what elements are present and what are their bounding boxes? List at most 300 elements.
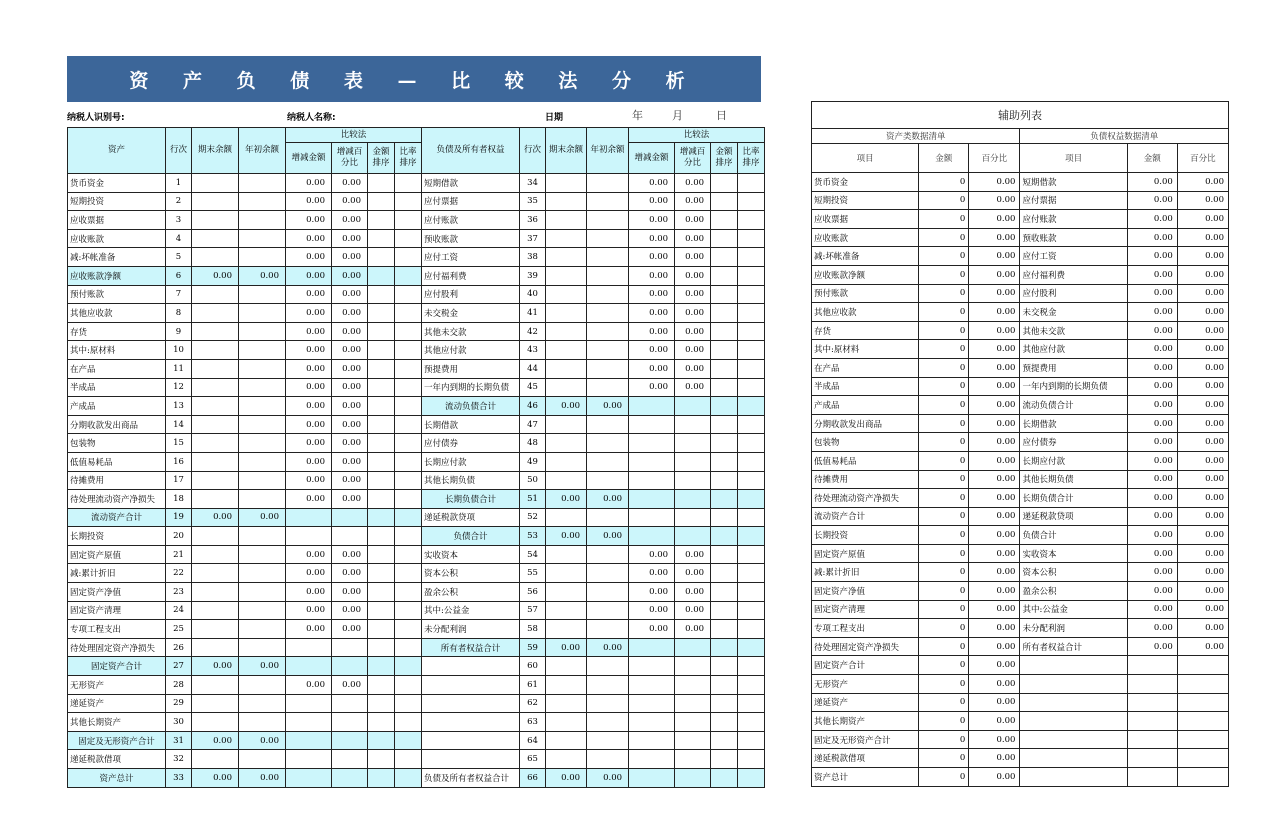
liability-name-cell: 其他长期负债 [422, 471, 520, 490]
asset-amount-rank-cell [368, 452, 395, 471]
aux-liab-pct-cell: 0.00 [1177, 507, 1228, 526]
liability-change-amount-cell [629, 527, 675, 546]
liability-amount-rank-cell [711, 750, 738, 769]
asset-begin-balance-cell [239, 341, 286, 360]
liability-amount-rank-cell [711, 397, 738, 416]
aux-asset-pct-cell: 0.00 [969, 730, 1020, 749]
aux-asset-pct-cell: 0.00 [969, 489, 1020, 508]
liability-ratio-rank-cell [738, 508, 765, 527]
aux-asset-pct-cell: 0.00 [969, 358, 1020, 377]
liability-ratio-rank-cell [738, 694, 765, 713]
aux-liab-item-cell [1020, 712, 1127, 731]
liability-change-amount-cell: 0.00 [629, 174, 675, 193]
asset-amount-rank-cell [368, 508, 395, 527]
aux-liab-pct-cell: 0.00 [1177, 526, 1228, 545]
liability-change-amount-cell [629, 490, 675, 509]
aux-liab-pct-cell: 0.00 [1177, 265, 1228, 284]
liability-change-pct-cell: 0.00 [675, 285, 711, 304]
aux-liab-pct-cell: 0.00 [1177, 247, 1228, 266]
asset-name-cell: 流动资产合计 [68, 508, 166, 527]
table-row [68, 564, 765, 583]
aux-liab-pct-cell [1177, 675, 1228, 694]
liability-ratio-rank-cell [738, 620, 765, 639]
liability-amount-rank-cell [711, 266, 738, 285]
liability-row-no-cell: 34 [520, 174, 546, 193]
asset-row-no-cell: 19 [166, 508, 192, 527]
liability-begin-balance-cell: 0.00 [587, 490, 629, 509]
liability-amount-rank-cell [711, 508, 738, 527]
liability-begin-balance-cell [587, 434, 629, 453]
header-begin-balance-2: 年初余额 [587, 128, 629, 174]
aux-table-row [812, 526, 1229, 545]
aux-liab-pct-cell: 0.00 [1177, 173, 1228, 192]
aux-liab-pct-cell: 0.00 [1177, 600, 1228, 619]
asset-name-cell: 固定资产原值 [68, 545, 166, 564]
liability-change-amount-cell: 0.00 [629, 620, 675, 639]
aux-liab-item-cell: 实收资本 [1020, 544, 1127, 563]
liability-row-no-cell: 39 [520, 266, 546, 285]
header-end-balance: 期末余额 [192, 128, 239, 174]
table-row [68, 397, 765, 416]
liability-ratio-rank-cell [738, 601, 765, 620]
liability-begin-balance-cell [587, 694, 629, 713]
aux-asset-pct-cell: 0.00 [969, 749, 1020, 768]
asset-change-pct-cell: 0.00 [332, 341, 368, 360]
asset-amount-rank-cell [368, 229, 395, 248]
aux-liab-amount-cell: 0.00 [1127, 619, 1177, 638]
table-row [68, 248, 765, 267]
asset-change-pct-cell: 0.00 [332, 192, 368, 211]
aux-liab-pct-cell: 0.00 [1177, 284, 1228, 303]
aux-liab-pct-cell: 0.00 [1177, 563, 1228, 582]
asset-amount-rank-cell [368, 304, 395, 323]
liability-row-no-cell: 61 [520, 676, 546, 695]
aux-asset-item-cell: 固定资产合计 [812, 656, 919, 675]
liability-begin-balance-cell [587, 676, 629, 695]
asset-end-balance-cell [192, 452, 239, 471]
asset-change-amount-cell [286, 750, 332, 769]
asset-name-cell: 资产总计 [68, 769, 166, 788]
aux-table-row [812, 637, 1229, 656]
asset-change-pct-cell [332, 694, 368, 713]
liability-amount-rank-cell [711, 769, 738, 788]
aux-asset-amount-cell: 0 [919, 396, 969, 415]
aux-asset-amount-cell: 0 [919, 693, 969, 712]
aux-table-row [812, 768, 1229, 787]
liability-end-balance-cell [546, 341, 587, 360]
aux-col-pct-2: 百分比 [1177, 144, 1228, 173]
asset-change-amount-cell [286, 713, 332, 732]
aux-asset-item-cell: 低值易耗品 [812, 451, 919, 470]
liability-row-no-cell: 62 [520, 694, 546, 713]
aux-asset-item-cell: 流动资产合计 [812, 507, 919, 526]
asset-name-cell: 待处理流动资产净损失 [68, 490, 166, 509]
aux-asset-amount-cell: 0 [919, 619, 969, 638]
liability-change-pct-cell [675, 638, 711, 657]
asset-change-pct-cell [332, 527, 368, 546]
aux-asset-item-cell: 减:累计折旧 [812, 563, 919, 582]
liability-ratio-rank-cell [738, 322, 765, 341]
aux-asset-item-cell: 固定资产清理 [812, 600, 919, 619]
asset-end-balance-cell [192, 583, 239, 602]
liability-begin-balance-cell [587, 304, 629, 323]
asset-row-no-cell: 4 [166, 229, 192, 248]
asset-begin-balance-cell: 0.00 [239, 508, 286, 527]
liability-row-no-cell: 49 [520, 452, 546, 471]
asset-amount-rank-cell [368, 490, 395, 509]
liability-ratio-rank-cell [738, 527, 765, 546]
aux-asset-amount-cell: 0 [919, 303, 969, 322]
liability-ratio-rank-cell [738, 583, 765, 602]
auxiliary-table [811, 101, 1229, 787]
liability-begin-balance-cell: 0.00 [587, 397, 629, 416]
liability-amount-rank-cell [711, 415, 738, 434]
table-row [68, 192, 765, 211]
table-row [68, 322, 765, 341]
asset-row-no-cell: 23 [166, 583, 192, 602]
liability-name-cell: 其他未交款 [422, 322, 520, 341]
liability-change-amount-cell [629, 638, 675, 657]
aux-liab-pct-cell: 0.00 [1177, 470, 1228, 489]
balance-sheet-table [67, 127, 765, 788]
aux-asset-item-cell: 其他应收款 [812, 303, 919, 322]
liability-end-balance-cell [546, 211, 587, 230]
aux-asset-amount-cell: 0 [919, 228, 969, 247]
aux-col-pct: 百分比 [969, 144, 1020, 173]
aux-liab-pct-cell: 0.00 [1177, 544, 1228, 563]
aux-asset-item-cell: 在产品 [812, 358, 919, 377]
aux-liab-amount-cell: 0.00 [1127, 210, 1177, 229]
liability-amount-rank-cell [711, 601, 738, 620]
asset-end-balance-cell [192, 229, 239, 248]
liability-ratio-rank-cell [738, 769, 765, 788]
asset-name-cell: 无形资产 [68, 676, 166, 695]
liability-name-cell: 未分配利润 [422, 620, 520, 639]
asset-change-amount-cell [286, 638, 332, 657]
asset-end-balance-cell [192, 211, 239, 230]
liability-ratio-rank-cell [738, 211, 765, 230]
table-row [68, 638, 765, 657]
table-row [68, 601, 765, 620]
liability-name-cell: 递延税款贷项 [422, 508, 520, 527]
aux-liab-item-cell [1020, 749, 1127, 768]
table-row [68, 583, 765, 602]
asset-amount-rank-cell [368, 750, 395, 769]
liability-ratio-rank-cell [738, 415, 765, 434]
asset-change-pct-cell [332, 750, 368, 769]
asset-ratio-rank-cell [395, 192, 422, 211]
asset-end-balance-cell [192, 564, 239, 583]
aux-liab-item-cell: 盈余公积 [1020, 582, 1127, 601]
liability-begin-balance-cell: 0.00 [587, 638, 629, 657]
liability-change-amount-cell [629, 769, 675, 788]
liability-end-balance-cell [546, 583, 587, 602]
asset-row-no-cell: 9 [166, 322, 192, 341]
liability-name-cell [422, 731, 520, 750]
table-row [68, 211, 765, 230]
liability-ratio-rank-cell [738, 731, 765, 750]
asset-name-cell: 分期收款发出商品 [68, 415, 166, 434]
liability-change-pct-cell [675, 508, 711, 527]
asset-change-pct-cell: 0.00 [332, 601, 368, 620]
asset-name-cell: 应收账款净额 [68, 266, 166, 285]
asset-change-pct-cell [332, 731, 368, 750]
liability-name-cell: 所有者权益合计 [422, 638, 520, 657]
liability-change-pct-cell [675, 750, 711, 769]
liability-name-cell: 负债及所有者权益合计 [422, 769, 520, 788]
year-label: 年 [632, 109, 643, 122]
liability-row-no-cell: 64 [520, 731, 546, 750]
header-begin-balance: 年初余额 [239, 128, 286, 174]
liability-row-no-cell: 57 [520, 601, 546, 620]
asset-change-pct-cell: 0.00 [332, 359, 368, 378]
asset-change-pct-cell: 0.00 [332, 211, 368, 230]
liability-row-no-cell: 52 [520, 508, 546, 527]
asset-change-pct-cell: 0.00 [332, 452, 368, 471]
asset-amount-rank-cell [368, 676, 395, 695]
asset-change-pct-cell: 0.00 [332, 620, 368, 639]
liability-ratio-rank-cell [738, 248, 765, 267]
asset-change-amount-cell: 0.00 [286, 676, 332, 695]
liability-change-pct-cell: 0.00 [675, 229, 711, 248]
liability-amount-rank-cell [711, 620, 738, 639]
asset-name-cell: 其他长期资产 [68, 713, 166, 732]
liability-begin-balance-cell [587, 192, 629, 211]
liability-amount-rank-cell [711, 285, 738, 304]
asset-amount-rank-cell [368, 769, 395, 788]
liability-change-amount-cell: 0.00 [629, 229, 675, 248]
asset-change-pct-cell: 0.00 [332, 174, 368, 193]
table-row [68, 527, 765, 546]
table-row [68, 657, 765, 676]
asset-row-no-cell: 10 [166, 341, 192, 360]
asset-row-no-cell: 13 [166, 397, 192, 416]
aux-table-row [812, 303, 1229, 322]
asset-row-no-cell: 25 [166, 620, 192, 639]
asset-change-amount-cell: 0.00 [286, 620, 332, 639]
liability-end-balance-cell [546, 452, 587, 471]
aux-liab-amount-cell: 0.00 [1127, 247, 1177, 266]
asset-amount-rank-cell [368, 397, 395, 416]
table-row [68, 731, 765, 750]
liability-name-cell: 盈余公积 [422, 583, 520, 602]
aux-asset-item-cell: 长期投资 [812, 526, 919, 545]
header-ratio-rank: 比率排序 [395, 143, 422, 174]
aux-asset-item-cell: 固定及无形资产合计 [812, 730, 919, 749]
liability-row-no-cell: 37 [520, 229, 546, 248]
aux-table-row [812, 693, 1229, 712]
liability-amount-rank-cell [711, 322, 738, 341]
aux-liab-amount-cell [1127, 656, 1177, 675]
table-row [68, 415, 765, 434]
aux-liab-pct-cell: 0.00 [1177, 414, 1228, 433]
asset-ratio-rank-cell [395, 527, 422, 546]
asset-change-amount-cell: 0.00 [286, 248, 332, 267]
liability-ratio-rank-cell [738, 229, 765, 248]
asset-end-balance-cell [192, 341, 239, 360]
liability-name-cell: 预收账款 [422, 229, 520, 248]
liability-change-amount-cell [629, 676, 675, 695]
liability-change-pct-cell: 0.00 [675, 545, 711, 564]
liability-name-cell: 资本公积 [422, 564, 520, 583]
liability-end-balance-cell [546, 694, 587, 713]
aux-liab-pct-cell [1177, 656, 1228, 675]
liability-end-balance-cell [546, 545, 587, 564]
asset-row-no-cell: 1 [166, 174, 192, 193]
asset-begin-balance-cell [239, 192, 286, 211]
asset-begin-balance-cell: 0.00 [239, 657, 286, 676]
asset-change-amount-cell [286, 527, 332, 546]
aux-asset-item-cell: 减:坏帐准备 [812, 247, 919, 266]
liability-end-balance-cell [546, 508, 587, 527]
liability-end-balance-cell [546, 359, 587, 378]
liability-ratio-rank-cell [738, 713, 765, 732]
asset-change-pct-cell [332, 508, 368, 527]
liability-change-pct-cell [675, 471, 711, 490]
aux-asset-amount-cell: 0 [919, 730, 969, 749]
asset-name-cell: 包装物 [68, 434, 166, 453]
aux-liab-amount-cell: 0.00 [1127, 507, 1177, 526]
aux-asset-amount-cell: 0 [919, 191, 969, 210]
table-row [68, 508, 765, 527]
aux-asset-amount-cell: 0 [919, 321, 969, 340]
asset-change-pct-cell: 0.00 [332, 378, 368, 397]
liability-ratio-rank-cell [738, 378, 765, 397]
asset-end-balance-cell [192, 490, 239, 509]
aux-liab-amount-cell: 0.00 [1127, 637, 1177, 656]
liability-begin-balance-cell [587, 452, 629, 471]
aux-asset-item-cell: 分期收款发出商品 [812, 414, 919, 433]
aux-asset-pct-cell: 0.00 [969, 656, 1020, 675]
asset-row-no-cell: 11 [166, 359, 192, 378]
asset-begin-balance-cell [239, 694, 286, 713]
asset-amount-rank-cell [368, 471, 395, 490]
asset-ratio-rank-cell [395, 769, 422, 788]
aux-asset-amount-cell: 0 [919, 451, 969, 470]
liability-change-amount-cell [629, 452, 675, 471]
liability-name-cell: 应付债券 [422, 434, 520, 453]
liability-ratio-rank-cell [738, 564, 765, 583]
asset-name-cell: 减:坏帐准备 [68, 248, 166, 267]
table-row [68, 713, 765, 732]
liability-end-balance-cell [546, 471, 587, 490]
aux-asset-pct-cell: 0.00 [969, 173, 1020, 192]
aux-liab-item-cell: 应付债券 [1020, 433, 1127, 452]
liability-change-amount-cell: 0.00 [629, 211, 675, 230]
asset-end-balance-cell: 0.00 [192, 731, 239, 750]
asset-change-pct-cell: 0.00 [332, 676, 368, 695]
aux-asset-pct-cell: 0.00 [969, 265, 1020, 284]
liability-name-cell [422, 657, 520, 676]
aux-title: 辅助列表 [812, 102, 1229, 129]
asset-ratio-rank-cell [395, 304, 422, 323]
liability-begin-balance-cell [587, 601, 629, 620]
table-row [68, 359, 765, 378]
aux-liab-pct-cell [1177, 693, 1228, 712]
aux-liab-item-cell: 所有者权益合计 [1020, 637, 1127, 656]
asset-row-no-cell: 29 [166, 694, 192, 713]
asset-change-pct-cell [332, 769, 368, 788]
asset-end-balance-cell [192, 415, 239, 434]
header-change-amount: 增减金额 [286, 143, 332, 174]
asset-name-cell: 其中:原材料 [68, 341, 166, 360]
liability-change-pct-cell: 0.00 [675, 248, 711, 267]
asset-change-pct-cell: 0.00 [332, 229, 368, 248]
liability-change-amount-cell: 0.00 [629, 378, 675, 397]
aux-asset-amount-cell: 0 [919, 526, 969, 545]
aux-asset-pct-cell: 0.00 [969, 712, 1020, 731]
liability-ratio-rank-cell [738, 452, 765, 471]
asset-row-no-cell: 32 [166, 750, 192, 769]
asset-row-no-cell: 3 [166, 211, 192, 230]
liability-name-cell [422, 750, 520, 769]
asset-row-no-cell: 20 [166, 527, 192, 546]
asset-end-balance-cell [192, 434, 239, 453]
liability-end-balance-cell [546, 304, 587, 323]
liability-change-pct-cell [675, 694, 711, 713]
aux-asset-amount-cell: 0 [919, 210, 969, 229]
asset-begin-balance-cell: 0.00 [239, 266, 286, 285]
asset-name-cell: 待处理固定资产净损失 [68, 638, 166, 657]
liability-end-balance-cell [546, 229, 587, 248]
aux-liab-pct-cell: 0.00 [1177, 637, 1228, 656]
aux-asset-amount-cell: 0 [919, 470, 969, 489]
liability-amount-rank-cell [711, 694, 738, 713]
liability-ratio-rank-cell [738, 545, 765, 564]
liability-begin-balance-cell [587, 564, 629, 583]
aux-liab-item-cell: 其他长期负债 [1020, 470, 1127, 489]
asset-name-cell: 预付账款 [68, 285, 166, 304]
asset-ratio-rank-cell [395, 694, 422, 713]
table-row [68, 769, 765, 788]
aux-liab-pct-cell [1177, 712, 1228, 731]
aux-liab-pct-cell: 0.00 [1177, 321, 1228, 340]
aux-asset-pct-cell: 0.00 [969, 637, 1020, 656]
aux-liab-item-cell: 递延税款贷项 [1020, 507, 1127, 526]
aux-liab-item-cell: 应付福利费 [1020, 265, 1127, 284]
liability-change-pct-cell: 0.00 [675, 266, 711, 285]
asset-amount-rank-cell [368, 341, 395, 360]
aux-liab-amount-cell: 0.00 [1127, 173, 1177, 192]
asset-ratio-rank-cell [395, 713, 422, 732]
asset-change-amount-cell: 0.00 [286, 452, 332, 471]
asset-row-no-cell: 14 [166, 415, 192, 434]
aux-asset-item-cell: 待摊费用 [812, 470, 919, 489]
liability-ratio-rank-cell [738, 174, 765, 193]
asset-end-balance-cell [192, 545, 239, 564]
liability-change-pct-cell: 0.00 [675, 304, 711, 323]
liability-name-cell: 应付福利费 [422, 266, 520, 285]
liability-begin-balance-cell [587, 713, 629, 732]
asset-row-no-cell: 7 [166, 285, 192, 304]
liability-row-no-cell: 47 [520, 415, 546, 434]
asset-change-pct-cell: 0.00 [332, 471, 368, 490]
aux-asset-amount-cell: 0 [919, 507, 969, 526]
liability-end-balance-cell [546, 601, 587, 620]
aux-asset-pct-cell: 0.00 [969, 619, 1020, 638]
aux-asset-item-cell: 半成品 [812, 377, 919, 396]
liability-amount-rank-cell [711, 638, 738, 657]
liability-begin-balance-cell: 0.00 [587, 769, 629, 788]
aux-asset-pct-cell: 0.00 [969, 340, 1020, 359]
asset-begin-balance-cell [239, 229, 286, 248]
asset-ratio-rank-cell [395, 638, 422, 657]
aux-liab-amount-cell: 0.00 [1127, 358, 1177, 377]
aux-liab-amount-cell: 0.00 [1127, 303, 1177, 322]
liability-change-amount-cell [629, 694, 675, 713]
liability-ratio-rank-cell [738, 490, 765, 509]
liability-row-no-cell: 58 [520, 620, 546, 639]
